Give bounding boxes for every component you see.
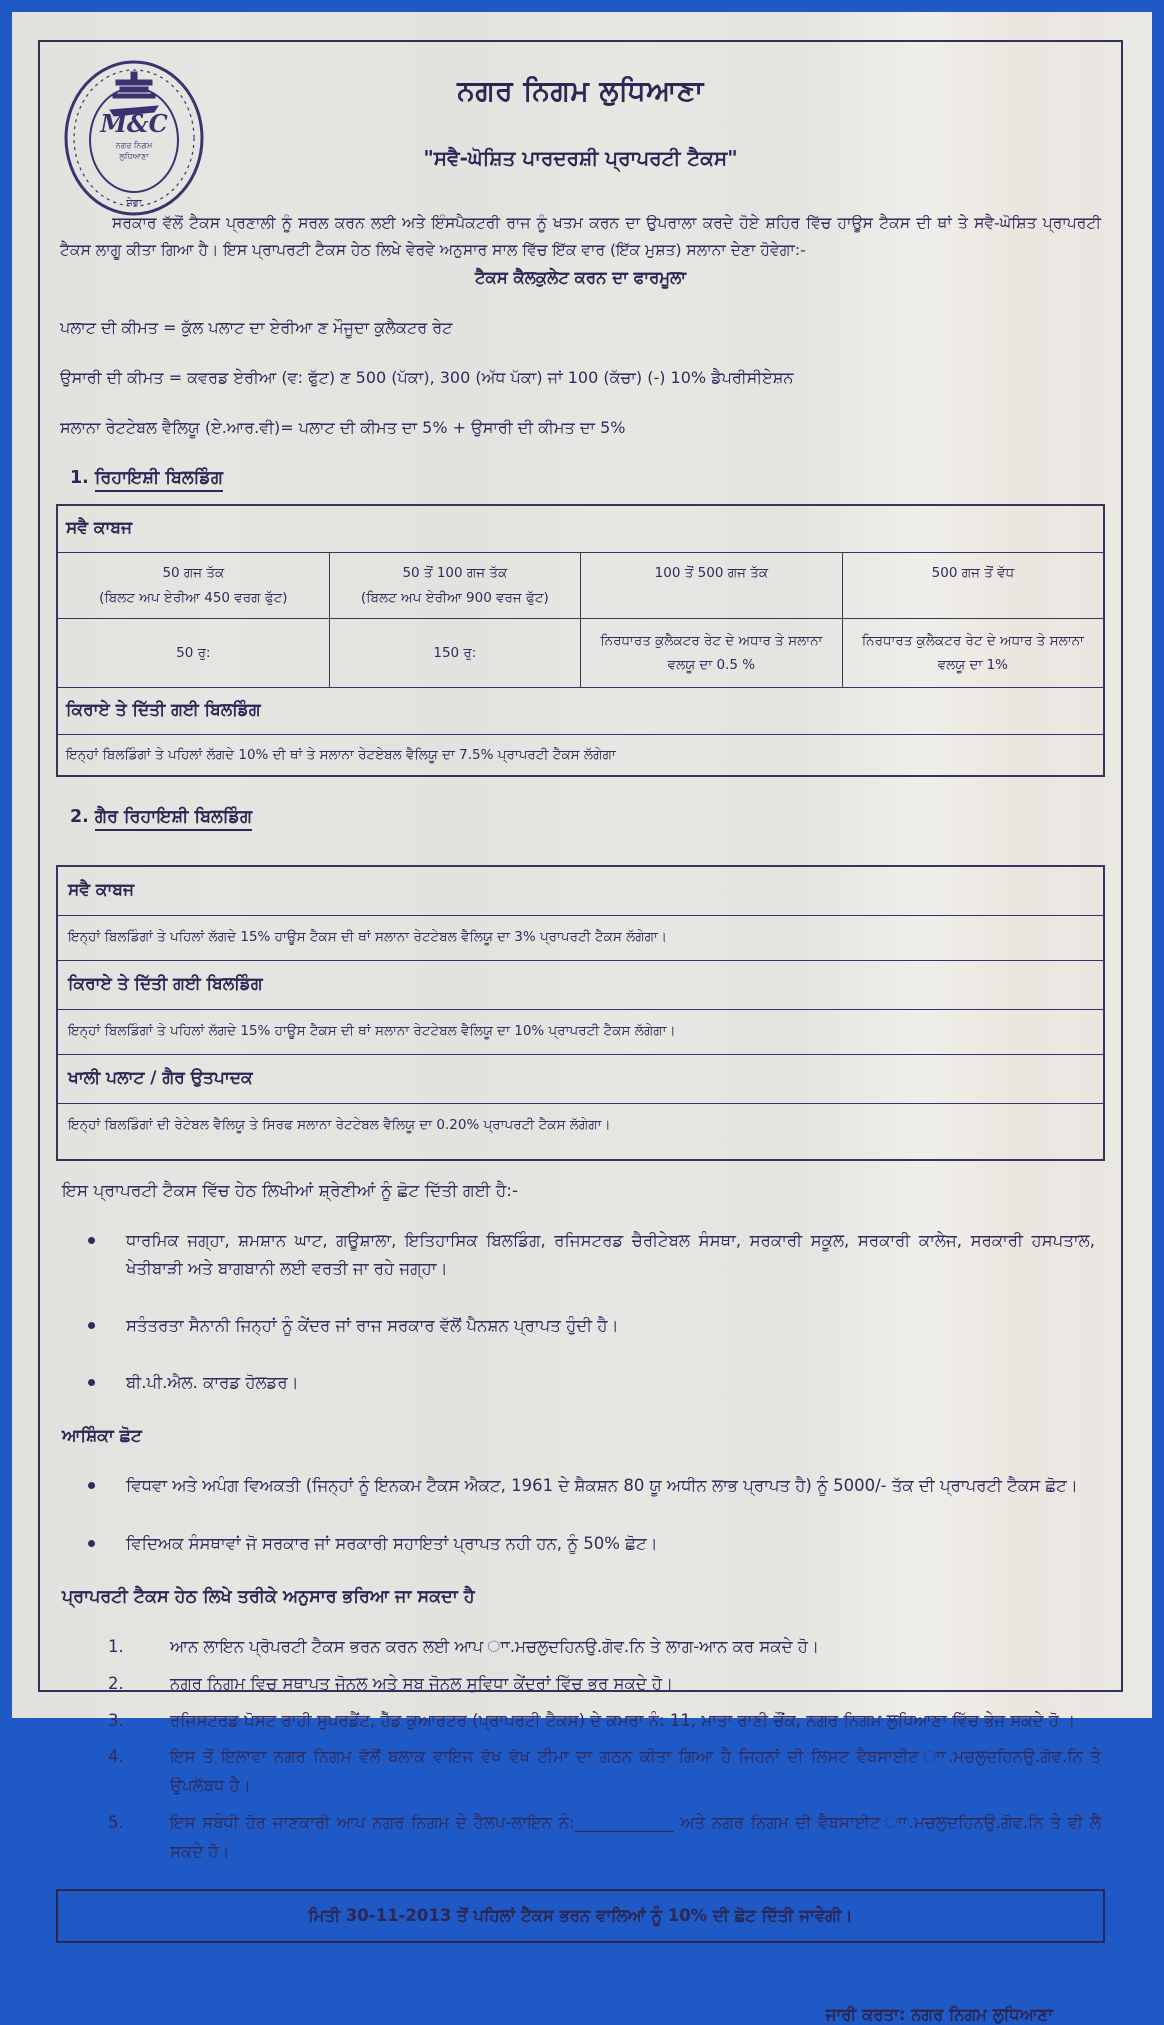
exemptions-list [56,1227,1105,1396]
list-item: ਵਿਦਿਅਕ ਸੰਸਥਾਵਾਂ ਜੋ ਸਰਕਾਰ ਜਾਂ ਸਰਕਾਰੀ ਸਹਾਇਤਾਂ ਪ੍ਰਾਪਤ ਨਹੀ ਹਨ, ਨੂੰ 50% ਛੋਟ। [126,1530,1095,1557]
rented-band: ਕਿਰਾਏ ਤੇ ਦਿੱਤੀ ਗਈ ਬਿਲਡਿੰਗ [57,688,1104,735]
item-number: 2. [108,1673,124,1693]
self-occupied-band: ਸਵੈ ਕਾਬਜ [57,505,1104,553]
item-number: 5. [108,1813,124,1833]
vacant-plot-note: ਇਨ੍ਹਾਂ ਬਿਲਡਿੰਗਾਂ ਦੀ ਰੇਟੇਬਲ ਵੈਲਿਯੂ ਤੇ ਸਿਰਫ ਸਲਾਨਾ ਰੇਟਟੇਬਲ ਵੈਲਿਯੂ ਦਾ 0.20% ਪ੍ਰਾਪਰਟੀ ਟੈਕਸ ਲੱਗੇਗਾ। [68,1117,611,1134]
item-text: ਇਸ ਸਬੰਧੀ ਹੋਰ ਜਾਣਕਾਰੀ ਆਪ ਨਗਰ ਨਿਗਮ ਦੇ ਹੈਲਪ-ਲਾਇਨ ਨੰ:____________ ਅਤੇ ਨਗਰ ਨਿਗਮ ਦੀ ਵੈਬਸਾਈਟ ਾਾ.ਮਚਲੁਦਹਿਨਉ.ਗੋਵ.ਨਿ ਤੇ ਵੀ ਲੈ ਸਕਦੇ ਹੋ। [170,1813,1101,1861]
section2-title: ਗੈਰ ਰਿਹਾਇਸ਼ੀ ਬਿਲਡਿੰਗ [95,807,252,831]
seal-line2: ਲੁਧਿਆਣਾ [119,152,149,161]
intro-paragraph: ਸਰਕਾਰ ਵੱਲੋਂ ਟੈਕਸ ਪ੍ਰਣਾਲੀ ਨੂੰ ਸਰਲ ਕਰਨ ਲਈ ਅਤੇ ਇੰਸਪੈਕਟਰੀ ਰਾਜ ਨੂੰ ਖਤਮ ਕਰਨ ਦਾ ਉਪਰਾਲਾ ਕਰਦੇ ਹੋਏ ਸ਼ਹਿਰ ਵਿੱਚ ਹਾਊਸ ਟੈਕਸ ਦੀ ਥਾਂ ਤੇ ਸਵੈ-ਘੋਸ਼ਿਤ ਪ੍ਰਾਪਰਟੀ ਟੈਕਸ ਲਾਗੂ ਕੀਤਾ ਗਿਆ ਹੈ। ਇਸ ਪ੍ਰਾਪਰਟੀ ਟੈਕਸ ਹੇਠ ਲਿਖੇ ਵੇਰਵੇ ਅਨੁਸਾਰ ਸਾਲ ਵਿੱਚ ਇੱਕ ਵਾਰ (ਇੱਕ ਮੁਸ਼ਤ) ਸਲਾਨਾ ਦੇਣਾ ਹੋਵੇਗਾ:- [60,214,1101,260]
section1-heading [70,468,1105,488]
item-number: 4. [108,1747,124,1767]
list-item: ਬੀ.ਪੀ.ਐਲ. ਕਾਰਡ ਹੋਲਡਰ। [126,1369,1095,1396]
rate-above-500: ਨਿਰਧਾਰਤ ਕੁਲੈਕਟਰ ਰੇਟ ਦੇ ਅਧਾਰ ਤੇ ਸਲਾਨਾ ਵਲਯੂ ਦਾ 1% [842,618,1104,688]
col-header-upto-50 [57,553,329,619]
col-header-above-500 [842,553,1104,619]
rate-100-500: ਨਿਰਧਾਰਤ ਕੁਲੈਕਟਰ ਰੇਟ ਦੇ ਅਧਾਰ ਤੇ ਸਲਾਨਾ ਵਲਯੂ ਦਾ 0.5 % [580,618,842,688]
self-occupied-band: ਸਵੈ ਕਾਬਜ [58,867,1103,916]
list-item [56,1707,1105,1736]
rented-note: ਇਨ੍ਹਾਂ ਬਿਲਡਿੰਗਾਂ ਤੇ ਪਹਿਲਾਂ ਲੱਗਦੇ 15% ਹਾਊਸ ਟੈਕਸ ਦੀ ਥਾਂ ਸਲਾਨਾ ਰੇਟਟੇਬਲ ਵੈਲਿਯੂ ਦਾ 10% ਪ੍ਰਾਪਰਟੀ ਟੈਕਸ ਲੱਗੇਗਾ। [58,1010,1103,1055]
table-row [57,688,1104,735]
seal-line1: ਨਗਰ ਨਿਗਮ [115,141,153,150]
table-row [57,735,1104,777]
list-item [56,1633,1105,1662]
list-item [56,1809,1105,1867]
section1-title: ਰਿਹਾਇਸ਼ੀ ਬਿਲਡਿੰਗ [95,468,223,492]
col-title: 100 ਤੋਂ 500 ਗਜ ਤੱਕ [654,565,769,582]
formula-construction-value: ਉਸਾਰੀ ਦੀ ਕੀਮਤ = ਕਵਰਡ ਏਰੀਆ (ਵ: ਫੁੱਟ) ਣ 500 (ਪੱਕਾ), 300 (ਅੱਧ ਪੱਕਾ) ਜਾਂ 100 (ਕੱਚਾ) (-) 10% ਡੈਪਰੀਸੀਏਸ਼ਨ [60,368,794,388]
self-occupied-note: ਇਨ੍ਹਾਂ ਬਿਲਡਿੰਗਾਂ ਤੇ ਪਹਿਲਾਂ ਲੱਗਦੇ 15% ਹਾਊਸ ਟੈਕਸ ਦੀ ਥਾਂ ਸਲਾਨਾ ਰੇਟਟੇਬਲ ਵੈਲਿਯੂ ਦਾ 3% ਪ੍ਰਾਪਰਟੀ ਟੈਕਸ ਲੱਗੇਗਾ। [58,916,1103,961]
list-item: ਵਿਧਵਾ ਅਤੇ ਅਪੰਗ ਵਿਅਕਤੀ (ਜਿਨ੍ਹਾਂ ਨੂੰ ਇਨਕਮ ਟੈਕਸ ਐਕਟ, 1961 ਦੇ ਸ਼ੈਕਸ਼ਨ 80 ਯੂ ਅਧੀਨ ਲਾਭ ਪ੍ਰਾਪਤ ਹੈ) ਨੂੰ 5000/- ਤੱਕ ਦੀ ਪ੍ਰਾਪਰਟੀ ਟੈਕਸ ਛੋਟ। [126,1472,1095,1499]
table-row [57,553,1104,619]
col-title: 500 ਗਜ ਤੋਂ ਵੱਧ [931,565,1015,582]
non-residential-tax-table [56,865,1105,1161]
section1-number: 1. [70,468,89,489]
rate-50-100: 150 ਰੁ: [329,618,580,688]
list-item: ਸਤੰਤਰਤਾ ਸੈਨਾਨੀ ਜਿਨ੍ਹਾਂ ਨੂੰ ਕੇਂਦਰ ਜਾਂ ਰਾਜ ਸਰਕਾਰ ਵੱਲੋਂ ਪੈਨਸ਼ਨ ਪ੍ਰਾਪਤ ਹੁੰਦੀ ਹੈ। [126,1312,1095,1339]
list-item [56,1670,1105,1699]
municipal-seal [58,54,210,222]
formula-annual-rateable-value: ਸਲਾਨਾ ਰੇਟਟੇਬਲ ਵੈਲਿਯੂ (ਏ.ਆਰ.ਵੀ)= ਪਲਾਟ ਦੀ ਕੀਮਤ ਦਾ 5% + ਉਸਾਰੀ ਦੀ ਕੀਮਤ ਦਾ 5% [60,418,626,438]
table-row [57,505,1104,553]
vacant-plot-band: ਖਾਲੀ ਪਲਾਟ / ਗੈਰ ਉਤਪਾਦਕ [58,1055,1103,1104]
col-subtitle: (ਬਿਲਟ ਅਪ ਏਰੀਆ 450 ਵਰਗ ਫੁੱਟ) [99,589,288,606]
seal-bottom-text: ਸੇਵਾ [126,198,142,209]
list-item [56,1743,1105,1801]
residential-tax-table [56,504,1105,777]
seal-monogram: M&C [100,109,168,138]
item-text: ਇਸ ਤੋਂ ਇਲਾਵਾ ਨਗਰ ਨਿਗਮ ਵੱਲੋਂ ਬਲਾਕ ਵਾਇਜ ਵੱਖ ਵੱਖ ਟੀਮਾ ਦਾ ਗਠਨ ਕੀਤਾ ਗਿਆ ਹੈ ਜਿਹਨਾਂ ਦੀ ਲਿਸਟ ਵੈਬਸਾਈਟ ਾਾ.ਮਚਲੁਦਹਿਨਉ.ਗੋਵ.ਨਿ ਤੇ ਉਪਲੱਬਧ ਹੈ। [170,1747,1101,1796]
partial-exemption-heading: ਆਸ਼ਿੰਕਾ ਛੋਟ [62,1426,142,1447]
issuer-line: ਜਾਰੀ ਕਰਤਾ: ਨਗਰ ਨਿਗਮ ਲੁਧਿਆਣਾ [825,2004,1053,2024]
item-text: ਨਗਰ ਨਿਗਮ ਵਿਚ ਸਥਾਪਤ ਜੋਨਲ ਅਤੇ ਸਬ ਜੋਨਲ ਸੁਵਿਧਾ ਕੇਂਦਰਾਂ ਵਿੱਚ ਭਰ ਸਕਦੇ ਹੋ। [170,1673,674,1693]
col-subtitle: (ਬਿਲਟ ਅਪ ਏਰੀਆ 900 ਵਰਜ ਫੁੱਟ) [360,589,549,606]
rented-note: ਇਨ੍ਹਾਂ ਬਿਲਡਿੰਗਾਂ ਤੇ ਪਹਿਲਾਂ ਲੱਗਦੇ 10% ਦੀ ਥਾਂ ਤੇ ਸਲਾਨਾ ਰੇਟਏਬਲ ਵੈਲਿਯੂ ਦਾ 7.5% ਪ੍ਰਾਪਰਟੀ ਟੈਕਸ ਲੱਗੇਗਾ [57,735,1104,777]
exemptions-intro: ਇਸ ਪ੍ਰਾਪਰਟੀ ਟੈਕਸ ਵਿੱਚ ਹੇਠ ਲਿਖੀਆਂ ਸ਼੍ਰੇਣੀਆਂ ਨੂੰ ਛੋਟ ਦਿੱਤੀ ਗਈ ਹੈ:- [62,1181,519,1202]
col-title: 50 ਗਜ ਤੱਕ [162,565,225,582]
rented-band: ਕਿਰਾਏ ਤੇ ਦਿੱਤੀ ਗਈ ਬਿਲਡਿੰਗ [58,961,1103,1010]
list-item: ਧਾਰਮਿਕ ਜਗ੍ਹਾ, ਸ਼ਮਸ਼ਾਨ ਘਾਟ, ਗਊਸ਼ਾਲਾ, ਇਤਿਹਾਸਿਕ ਬਿਲਡਿੰਗ, ਰਜਿਸਟਰਡ ਚੈਰੀਟੇਬਲ ਸੰਸਥਾ, ਸਰਕਾਰੀ ਸਕੂਲ, ਸਰਕਾਰੀ ਕਾਲੇਜ, ਸਰਕਾਰੀ ਹਸਪਤਾਲ, ਖੇਤੀਬਾੜੀ ਅਤੇ ਬਾਗਬਾਨੀ ਲਈ ਵਰਤੀ ਜਾ ਰਹੇ ਜਗ੍ਹਾ। [126,1227,1095,1281]
document-border-frame [38,40,1123,2024]
item-text: ਰਜਿਸਟਰਡ ਪੋਸਟ ਰਾਹੀ ਸੁਪਰਡੈਂਟ, ਹੈੱਡ ਕੁਆਰਟਰ (ਪ੍ਰਾਪਰਟੀ ਟੈਕਸ) ਦੇ ਕਮਰਾ ਨੰ: 11, ਮਾਤਾ ਰਾਣੀ ਚੌਂਕ, ਨਗਰ ਨਿਗਮ ਲੁਧਿਆਣਾ ਵਿੱਚ ਭੇਜ ਸਕਦੇ ਹੋ । [170,1710,1076,1730]
col-title: 50 ਤੋਂ 100 ਗਜ ਤੱਕ [402,565,508,582]
section2-number: 2. [70,807,89,828]
section2-heading [70,807,1105,827]
partial-exemption-list [56,1472,1105,1556]
col-header-50-100 [329,553,580,619]
table-row [57,618,1104,688]
deadline-rebate-box: ਮਿਤੀ 30-11-2013 ਤੋਂ ਪਹਿਲਾਂ ਟੈਕਸ ਭਰਨ ਵਾਲਿਆਂ ਨੂੰ 10% ਦੀ ਛੋਟ ਦਿੱਤੀ ਜਾਵੇਗੀ। [56,1889,1105,1943]
item-number: 1. [108,1636,124,1656]
page-title: ਨਗਰ ਨਿਗਮ ਲੁਧਿਆਣਾ [457,74,704,107]
rate-upto-50: 50 ਰੁ: [57,618,329,688]
payment-methods-heading: ਪ੍ਰਾਪਰਟੀ ਟੈਕਸ ਹੇਠ ਲਿਖੇ ਤਰੀਕੇ ਅਨੁਸਾਰ ਭਰਿਆ ਜਾ ਸਕਦਾ ਹੈ [62,1586,475,1607]
formula-title: ਟੈਕਸ ਕੈਲਕੁਲੇਟ ਕਰਨ ਦਾ ਫਾਰਮੂਲਾ [474,268,687,288]
item-number: 3. [108,1710,124,1730]
seal-graphic [58,54,210,222]
page-subtitle: "ਸਵੈ-ਘੋਸ਼ਿਤ ਪਾਰਦਰਸ਼ੀ ਪ੍ਰਾਪਰਟੀ ਟੈਕਸ" [423,146,738,170]
payment-methods-list [56,1633,1105,1867]
item-text: ਆਨ ਲਾਇਨ ਪ੍ਰੋਪਰਟੀ ਟੈਕਸ ਭਰਨ ਕਰਨ ਲਈ ਆਪ ਾਾ.ਮਚਲੁਦਹਿਨਉ.ਗੋਵ.ਨਿ ਤੇ ਲਾਗ-ਆਨ ਕਰ ਸਕਦੇ ਹੋ। [170,1636,820,1656]
col-header-100-500 [580,553,842,619]
formula-plot-value: ਪਲਾਟ ਦੀ ਕੀਮਤ = ਕੁੱਲ ਪਲਾਟ ਦਾ ਏਰੀਆ ਣ ਮੌਜੂਦਾ ਕੁਲੈਕਟਰ ਰੇਟ [60,318,453,338]
